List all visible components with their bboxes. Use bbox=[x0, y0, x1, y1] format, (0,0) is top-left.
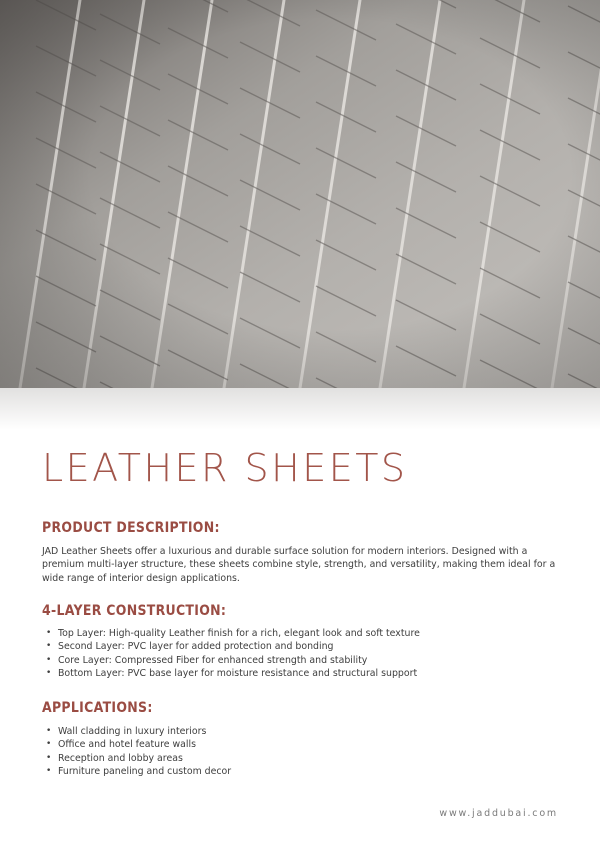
bullet-icon: • bbox=[46, 752, 52, 763]
list-item: • Reception and lobby areas bbox=[46, 752, 183, 764]
bullet-icon: • bbox=[46, 766, 52, 777]
bullet-icon: • bbox=[46, 668, 52, 679]
list-item: • Office and hotel feature walls bbox=[46, 739, 197, 751]
website-url[interactable]: www.jaddubai.com bbox=[439, 808, 558, 819]
list-item: • Wall cladding in luxury interiors bbox=[46, 726, 207, 737]
woven-leather-texture bbox=[0, 0, 600, 388]
bullet-icon: • bbox=[46, 641, 52, 652]
page-title: LEATHER SHEETS bbox=[42, 446, 408, 490]
hero-fade bbox=[0, 388, 600, 430]
product-description-text: JAD Leather Sheets offer a luxurious and durable surface solution for modern interiors. Designed with a premium multi-layer structure, these sheets combine style, strength, and versatility, making them ideal for a wide range of interior design applications. bbox=[42, 546, 556, 584]
bullet-icon: • bbox=[46, 726, 52, 736]
construction-heading: 4-LAYER CONSTRUCTION: bbox=[42, 601, 227, 619]
construction-list bbox=[42, 627, 420, 681]
list-item: • Furniture paneling and custom decor bbox=[46, 766, 232, 778]
bullet-icon: • bbox=[46, 628, 52, 638]
list-item: • Top Layer: High-quality Leather finish for a rich, elegant look and soft texture bbox=[46, 628, 420, 639]
list-item: • Bottom Layer: PVC base layer for moisture resistance and structural support bbox=[46, 668, 418, 680]
product-description-heading: PRODUCT DESCRIPTION: bbox=[42, 518, 220, 536]
hero-image bbox=[0, 0, 600, 388]
applications-heading: APPLICATIONS: bbox=[42, 698, 153, 716]
bullet-icon: • bbox=[46, 654, 52, 665]
list-item: • Core Layer: Compressed Fiber for enhanced strength and stability bbox=[46, 654, 368, 666]
list-item: • Second Layer: PVC layer for added protection and bonding bbox=[46, 641, 334, 653]
applications-list bbox=[42, 725, 231, 779]
bullet-icon: • bbox=[46, 739, 52, 750]
